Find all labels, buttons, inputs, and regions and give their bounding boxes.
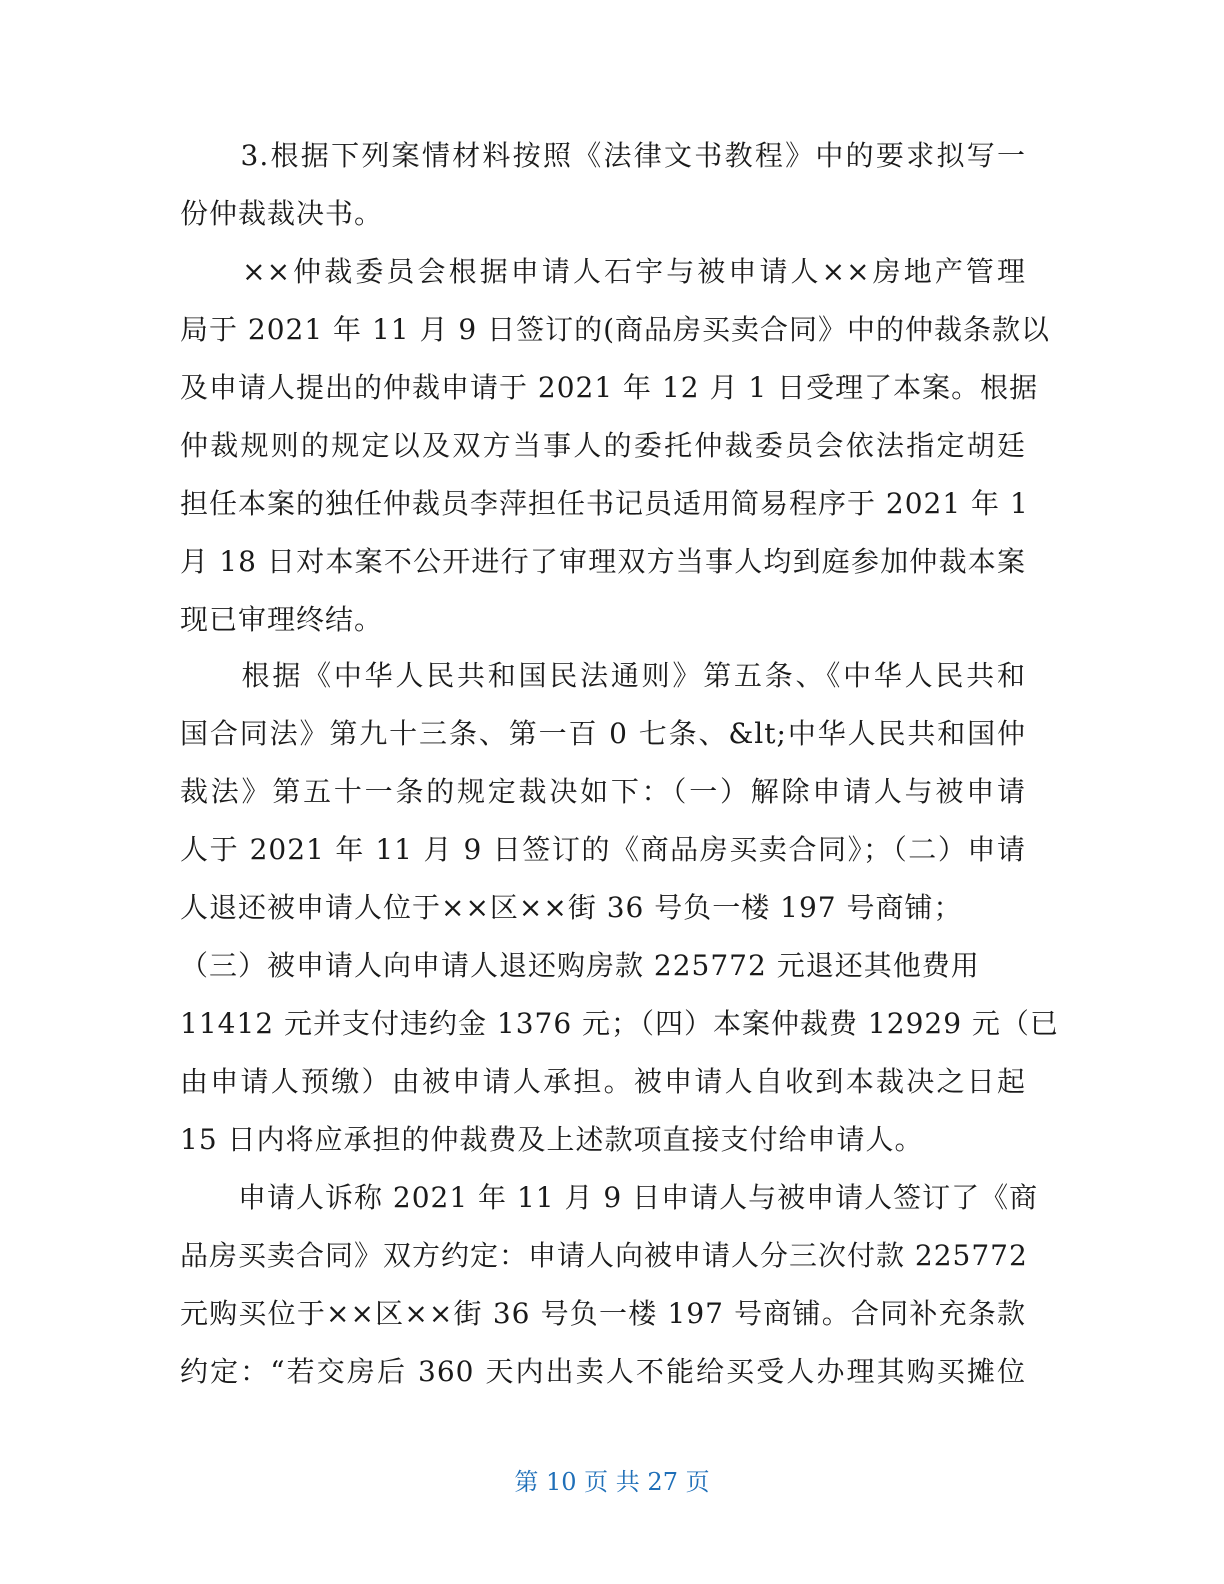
text-line: 根据《中华人民共和国民法通则》第五条、《中华人民共和 bbox=[180, 659, 1026, 692]
text-line: 元购买位于××区××街 36 号负一楼 197 号商铺。合同补充条款 bbox=[180, 1297, 1026, 1330]
text-line: 品房买卖合同》双方约定：申请人向被申请人分三次付款 225772 bbox=[180, 1239, 1028, 1272]
text-line: 月 18 日对本案不公开进行了审理双方当事人均到庭参加仲裁本案 bbox=[180, 545, 1026, 578]
text-line: 现已审理终结。 bbox=[180, 603, 384, 636]
text-line: 国合同法》第九十三条、第一百 0 七条、&lt;中华人民共和国仲 bbox=[180, 717, 1026, 750]
text-line: 裁法》第五十一条的规定裁决如下：（一）解除申请人与被申请 bbox=[180, 775, 1026, 808]
text-line: 担任本案的独任仲裁员李萍担任书记员适用简易程序于 2021 年 1 bbox=[180, 487, 1029, 520]
text-line: 申请人诉称 2021 年 11 月 9 日申请人与被申请人签订了《商 bbox=[180, 1181, 1039, 1214]
text-line: 约定：“若交房后 360 天内出卖人不能给买受人办理其购买摊位 bbox=[180, 1355, 1026, 1388]
text-line: 仲裁规则的规定以及双方当事人的委托仲裁委员会依法指定胡廷 bbox=[180, 429, 1026, 462]
text-line: 15 日内将应承担的仲裁费及上述款项直接支付给申请人。 bbox=[180, 1123, 924, 1156]
text-line: ××仲裁委员会根据申请人石宇与被申请人××房地产管理 bbox=[180, 255, 1026, 288]
text-line: 11412 元并支付违约金 1376 元；（四）本案仲裁费 12929 元（已 bbox=[180, 1007, 1059, 1040]
page-number-footer: 第 10 页 共 27 页 bbox=[514, 1468, 710, 1496]
text-line: 3.根据下列案情材料按照《法律文书教程》中的要求拟写一 bbox=[180, 139, 1026, 172]
text-line: 人退还被申请人位于××区××街 36 号负一楼 197 号商铺； bbox=[180, 891, 963, 924]
text-line: （三）被申请人向申请人退还购房款 225772 元退还其他费用 bbox=[180, 949, 980, 982]
text-line: 由申请人预缴）由被申请人承担。被申请人自收到本裁决之日起 bbox=[180, 1065, 1026, 1098]
text-line: 人于 2021 年 11 月 9 日签订的《商品房买卖合同》；（二）申请 bbox=[180, 833, 1026, 866]
text-line: 局于 2021 年 11 月 9 日签订的(商品房买卖合同》中的仲裁条款以 bbox=[180, 313, 1051, 346]
text-line: 及申请人提出的仲裁申请于 2021 年 12 月 1 日受理了本案。根据 bbox=[180, 371, 1039, 404]
text-line: 份仲裁裁决书。 bbox=[180, 197, 384, 230]
